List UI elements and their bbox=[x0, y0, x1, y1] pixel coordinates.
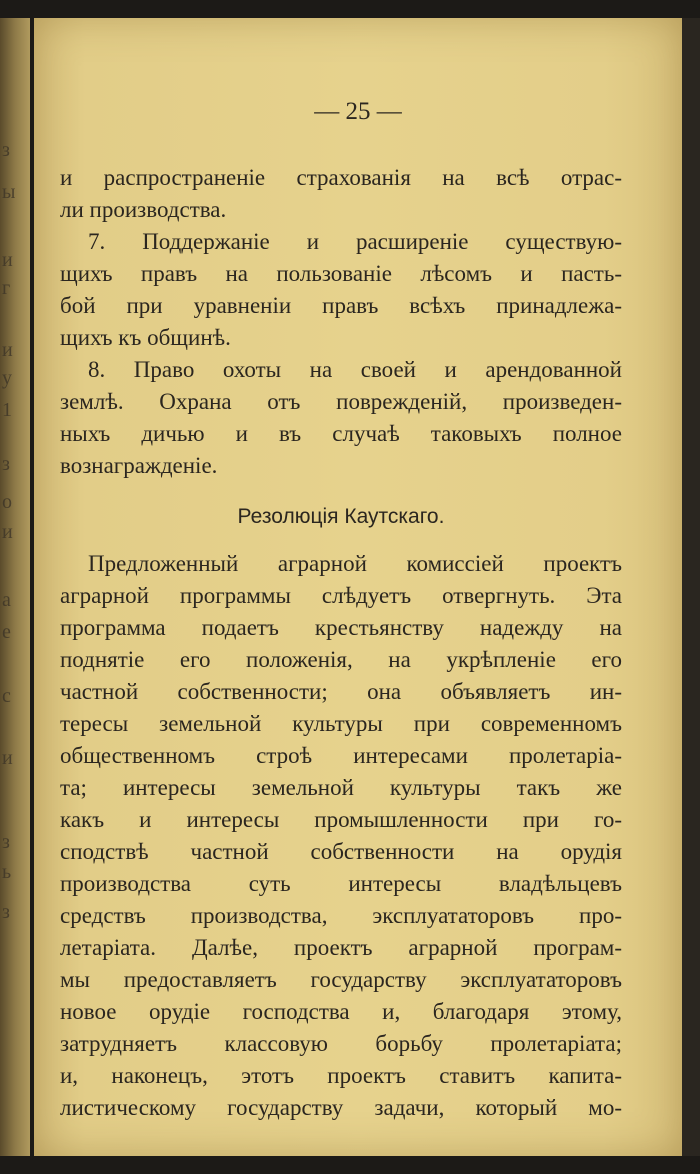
text-line: мы предоставляетъ государству эксплуататоровъ bbox=[60, 967, 622, 992]
bleed-char: ь bbox=[2, 861, 12, 883]
adjacent-page-edge bbox=[0, 18, 30, 1156]
bleed-char: и bbox=[2, 747, 13, 769]
text-line: производства суть интересы владѣльцевъ bbox=[60, 871, 622, 896]
background-strip bbox=[682, 18, 700, 1156]
text-line: какъ и интересы промышленности при го- bbox=[60, 807, 622, 832]
text-line: поднятіе его положенія, на укрѣпленіе его bbox=[60, 647, 622, 672]
bleed-char: с bbox=[2, 685, 11, 707]
text-line: щихъ къ общинѣ. bbox=[60, 325, 231, 350]
section-heading: Резолюція Каутскаго. bbox=[237, 505, 445, 528]
bleed-char: и bbox=[2, 249, 13, 271]
text-line: 7. Поддержаніе и расширеніе существую- bbox=[88, 229, 622, 254]
bleed-char: 1 bbox=[2, 399, 12, 421]
text-line: бой при уравненіи правъ всѣхъ принадлежа- bbox=[60, 293, 622, 318]
text-line: щихъ правъ на пользованіе лѣсомъ и пасть- bbox=[60, 261, 622, 286]
text-line: частной собственности; она объявляетъ ин- bbox=[60, 679, 622, 704]
bleed-char: з bbox=[2, 139, 10, 161]
text-line: землѣ. Охрана отъ поврежденій, произведен- bbox=[60, 389, 622, 414]
bleed-char: з bbox=[2, 453, 10, 475]
text-line: средствъ производства, эксплуататоровъ про- bbox=[60, 903, 622, 928]
page-text bbox=[60, 162, 622, 1124]
bleed-char: з bbox=[2, 901, 10, 923]
text-line: аграрной программы слѣдуетъ отвергнуть. Эта bbox=[60, 583, 622, 608]
text-line: и, наконецъ, этотъ проектъ ставитъ капита- bbox=[60, 1063, 622, 1088]
bleed-char: о bbox=[2, 491, 12, 513]
text-line: затрудняетъ классовую борьбу пролетаріата; bbox=[60, 1031, 622, 1056]
book-page bbox=[34, 18, 682, 1156]
bleed-char: е bbox=[2, 621, 11, 643]
bleed-char: у bbox=[2, 367, 12, 389]
text-line: вознагражденіе. bbox=[60, 453, 218, 478]
text-line: сподствѣ частной собственности на орудія bbox=[60, 839, 622, 864]
bleed-char: и bbox=[2, 339, 13, 361]
text-line: общественномъ строѣ интересами пролетаріа- bbox=[60, 743, 622, 768]
text-line: листическому государству задачи, который мо- bbox=[60, 1095, 622, 1120]
bleed-char: з bbox=[2, 831, 10, 853]
bleed-char: и bbox=[2, 521, 13, 543]
text-line: та; интересы земельной культуры такъ же bbox=[60, 775, 622, 800]
bleed-char: ы bbox=[2, 181, 16, 203]
text-line: 8. Право охоты на своей и арендованной bbox=[88, 357, 622, 382]
text-line: ныхъ дичью и въ случаѣ таковыхъ полное bbox=[60, 421, 622, 446]
bleed-char: а bbox=[2, 589, 11, 611]
text-line: летаріата. Далѣе, проектъ аграрной програм- bbox=[60, 935, 622, 960]
text-line: ли производства. bbox=[60, 197, 227, 222]
text-line: и распространеніе страхованія на всѣ отрас- bbox=[60, 165, 622, 190]
text-line: Предложенный аграрной комиссіей проектъ bbox=[88, 551, 622, 576]
text-line: новое орудіе господства и, благодаря этому, bbox=[60, 999, 622, 1024]
text-line: программа подаетъ крестьянству надежду на bbox=[60, 615, 622, 640]
text-line: тересы земельной культуры при современномъ bbox=[60, 711, 622, 736]
bleed-char: г bbox=[2, 277, 11, 299]
page-number: — 25 — bbox=[314, 98, 402, 125]
